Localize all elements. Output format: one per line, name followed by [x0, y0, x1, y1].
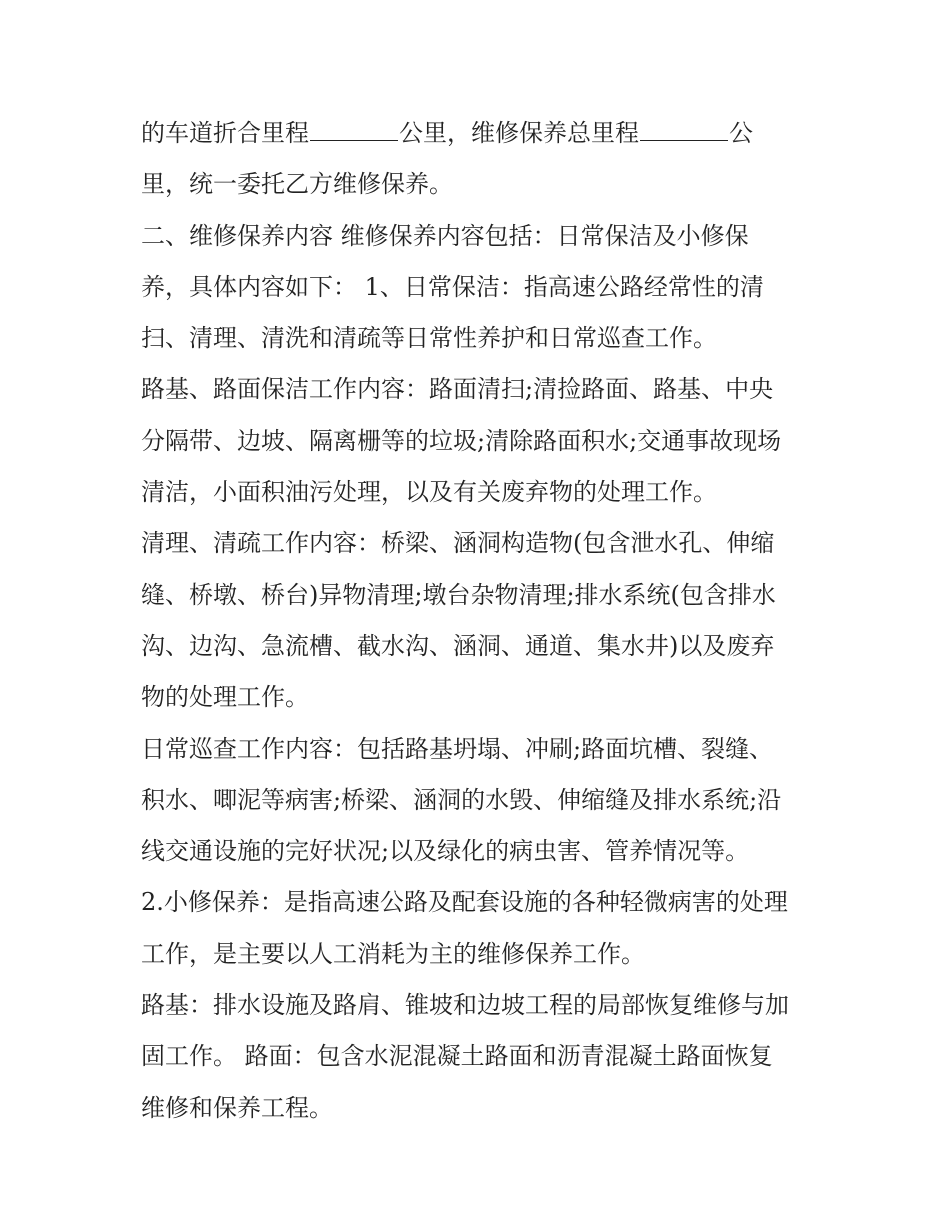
text-segment: 公里，维修保养总里程 [399, 119, 639, 147]
document-body [141, 108, 831, 1134]
text-line-20: 维修和保养工程。 [141, 1093, 333, 1122]
text-line-15: 线交通设施的完好状况;以及绿化的病虫害、管养情况等。 [141, 837, 750, 866]
text-line-8: 清洁，小面积油污处理，以及有关废弃物的处理工作。 [141, 478, 717, 507]
text-line-2: 里，统一委托乙方维修保养。 [141, 170, 453, 199]
text-segment: 公 [729, 119, 753, 147]
text-line-1 [141, 108, 831, 159]
text-line-18: 路基：排水设施及路肩、锥坡和边坡工程的局部恢复维修与加 [141, 991, 789, 1020]
text-line-4: 养，具体内容如下： 1、日常保洁：指高速公路经常性的清 [141, 272, 764, 301]
text-line-3: 二、维修保养内容 维修保养内容包括：日常保洁及小修保 [141, 221, 749, 250]
fill-in-blank-total-mileage [640, 120, 728, 141]
text-line-17: 工作，是主要以人工消耗为主的维修保养工作。 [141, 939, 645, 968]
text-line-5: 扫、清理、清洗和清疏等日常性养护和日常巡查工作。 [141, 324, 717, 353]
text-line-12: 物的处理工作。 [141, 683, 309, 712]
text-line-9: 清理、清疏工作内容：桥梁、涵洞构造物(包含泄水孔、伸缩 [141, 529, 775, 558]
fill-in-blank-lane-mileage [310, 120, 398, 141]
text-line-11: 沟、边沟、急流槽、截水沟、涵洞、通道、集水井)以及废弃 [141, 631, 775, 660]
text-line-14: 积水、唧泥等病害;桥梁、涵洞的水毁、伸缩缝及排水系统;沿 [141, 785, 782, 814]
text-line-10: 缝、桥墩、桥台)异物清理;墩台杂物清理;排水系统(包含排水 [141, 580, 776, 609]
text-line-6: 路基、路面保洁工作内容：路面清扫;清捡路面、路基、中央 [141, 375, 774, 404]
text-line-13: 日常巡查工作内容：包括路基坍塌、冲刷;路面坑槽、裂缝、 [141, 734, 774, 763]
text-line-19: 固工作。 路面：包含水泥混凝土路面和沥青混凝土路面恢复 [141, 1042, 773, 1071]
text-segment: 的车道折合里程 [141, 119, 309, 147]
text-line-7: 分隔带、边坡、隔离栅等的垃圾;清除路面积水;交通事故现场 [141, 426, 782, 455]
text-line-16: 2.小修保养：是指高速公路及配套设施的各种轻微病害的处理 [141, 888, 788, 917]
